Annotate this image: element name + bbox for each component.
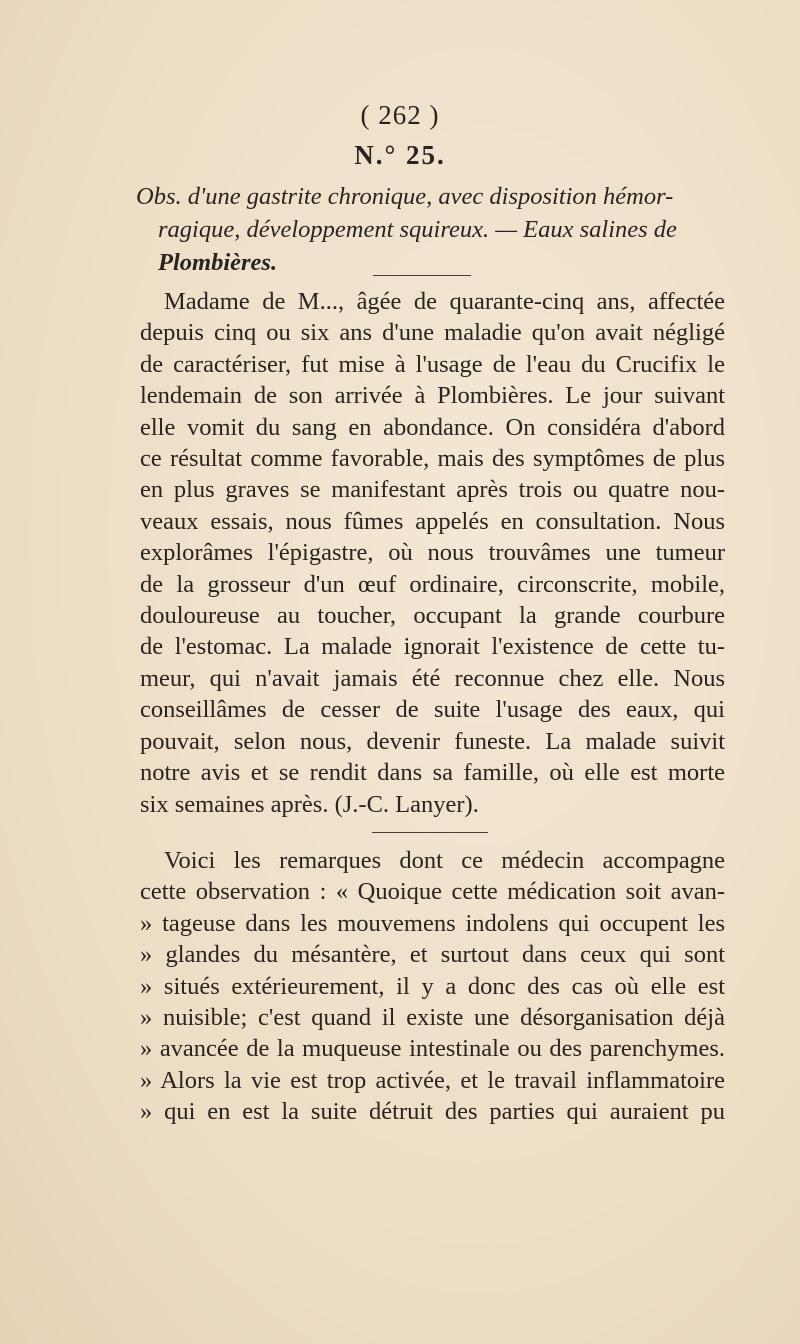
text-line: elle vomit du sang en abondance. On considéra d'abord xyxy=(140,413,725,441)
text-line: » Alors la vie est trop activée, et le travail inflammatoire xyxy=(140,1066,725,1094)
text-line: ce résultat comme favorable, mais des symptômes de plus xyxy=(140,445,725,473)
separator-rule xyxy=(373,275,471,276)
text-line: de caractériser, fut mise à l'usage de l'eau du Crucifix le xyxy=(140,350,725,378)
text-line: explorâmes l'épigastre, où nous trouvâmes une tumeur xyxy=(140,539,725,567)
text-line: lendemain de son arrivée à Plombières. Le jour suivant xyxy=(140,382,725,410)
text-line: » situés extérieurement, il y a donc des cas où elle est xyxy=(140,972,725,1000)
text-line: » avancée de la muqueuse intestinale ou des parenchymes. xyxy=(140,1035,725,1063)
text-line: veaux essais, nous fûmes appelés en consultation. Nous xyxy=(140,507,725,535)
text-line: » qui en est la suite détruit des parties qui auraient pu xyxy=(140,1098,725,1126)
separator-rule xyxy=(372,832,488,833)
text-line: en plus graves se manifestant après trois ou quatre nou- xyxy=(140,476,725,504)
text-line: depuis cinq ou six ans d'une maladie qu'on avait négligé xyxy=(140,319,725,347)
page-number: ( 262 ) xyxy=(360,100,440,130)
text-line: Madame de M..., âgée de quarante-cinq ans, affectée xyxy=(164,288,725,315)
text-line: » nuisible; c'est quand il existe une désorganisation déjà xyxy=(140,1004,725,1032)
text-line: de la grosseur d'un œuf ordinaire, circonscrite, mobile, xyxy=(140,570,725,598)
text-line: douloureuse au toucher, occupant la grande courbure xyxy=(140,602,725,630)
title-line: ragique, développement squireux. — Eaux salines de xyxy=(158,216,677,243)
case-paragraph xyxy=(140,286,725,820)
text-line: meur, qui n'avait jamais été reconnue chez elle. Nous xyxy=(140,664,725,692)
text-line: » glandes du mésantère, et surtout dans ceux qui sont xyxy=(140,941,725,969)
text-line: six semaines après. (J.-C. Lanyer). xyxy=(140,790,479,818)
title-line: Obs. d'une gastrite chronique, avec disposition hémor- xyxy=(136,183,674,210)
text-line: cette observation : « Quoique cette médication soit avan- xyxy=(140,878,725,906)
text-line: Voici les remarques dont ce médecin accompagne xyxy=(164,847,725,874)
remarks-paragraph xyxy=(140,845,725,1128)
title-line: Plombières. xyxy=(158,249,278,276)
text-line: » tageuse dans les mouvemens indolens qui occupent les xyxy=(140,909,725,937)
text-line: de l'estomac. La malade ignorait l'existence de cette tu- xyxy=(140,633,725,661)
text-line: pouvait, selon nous, devenir funeste. La malade suivit xyxy=(140,727,725,755)
text-line: notre avis et se rendit dans sa famille, où elle est morte xyxy=(140,759,725,787)
observation-title xyxy=(136,180,725,279)
text-line: conseillâmes de cesser de suite l'usage des eaux, qui xyxy=(140,696,725,724)
observation-number: N.° 25. xyxy=(354,140,446,170)
